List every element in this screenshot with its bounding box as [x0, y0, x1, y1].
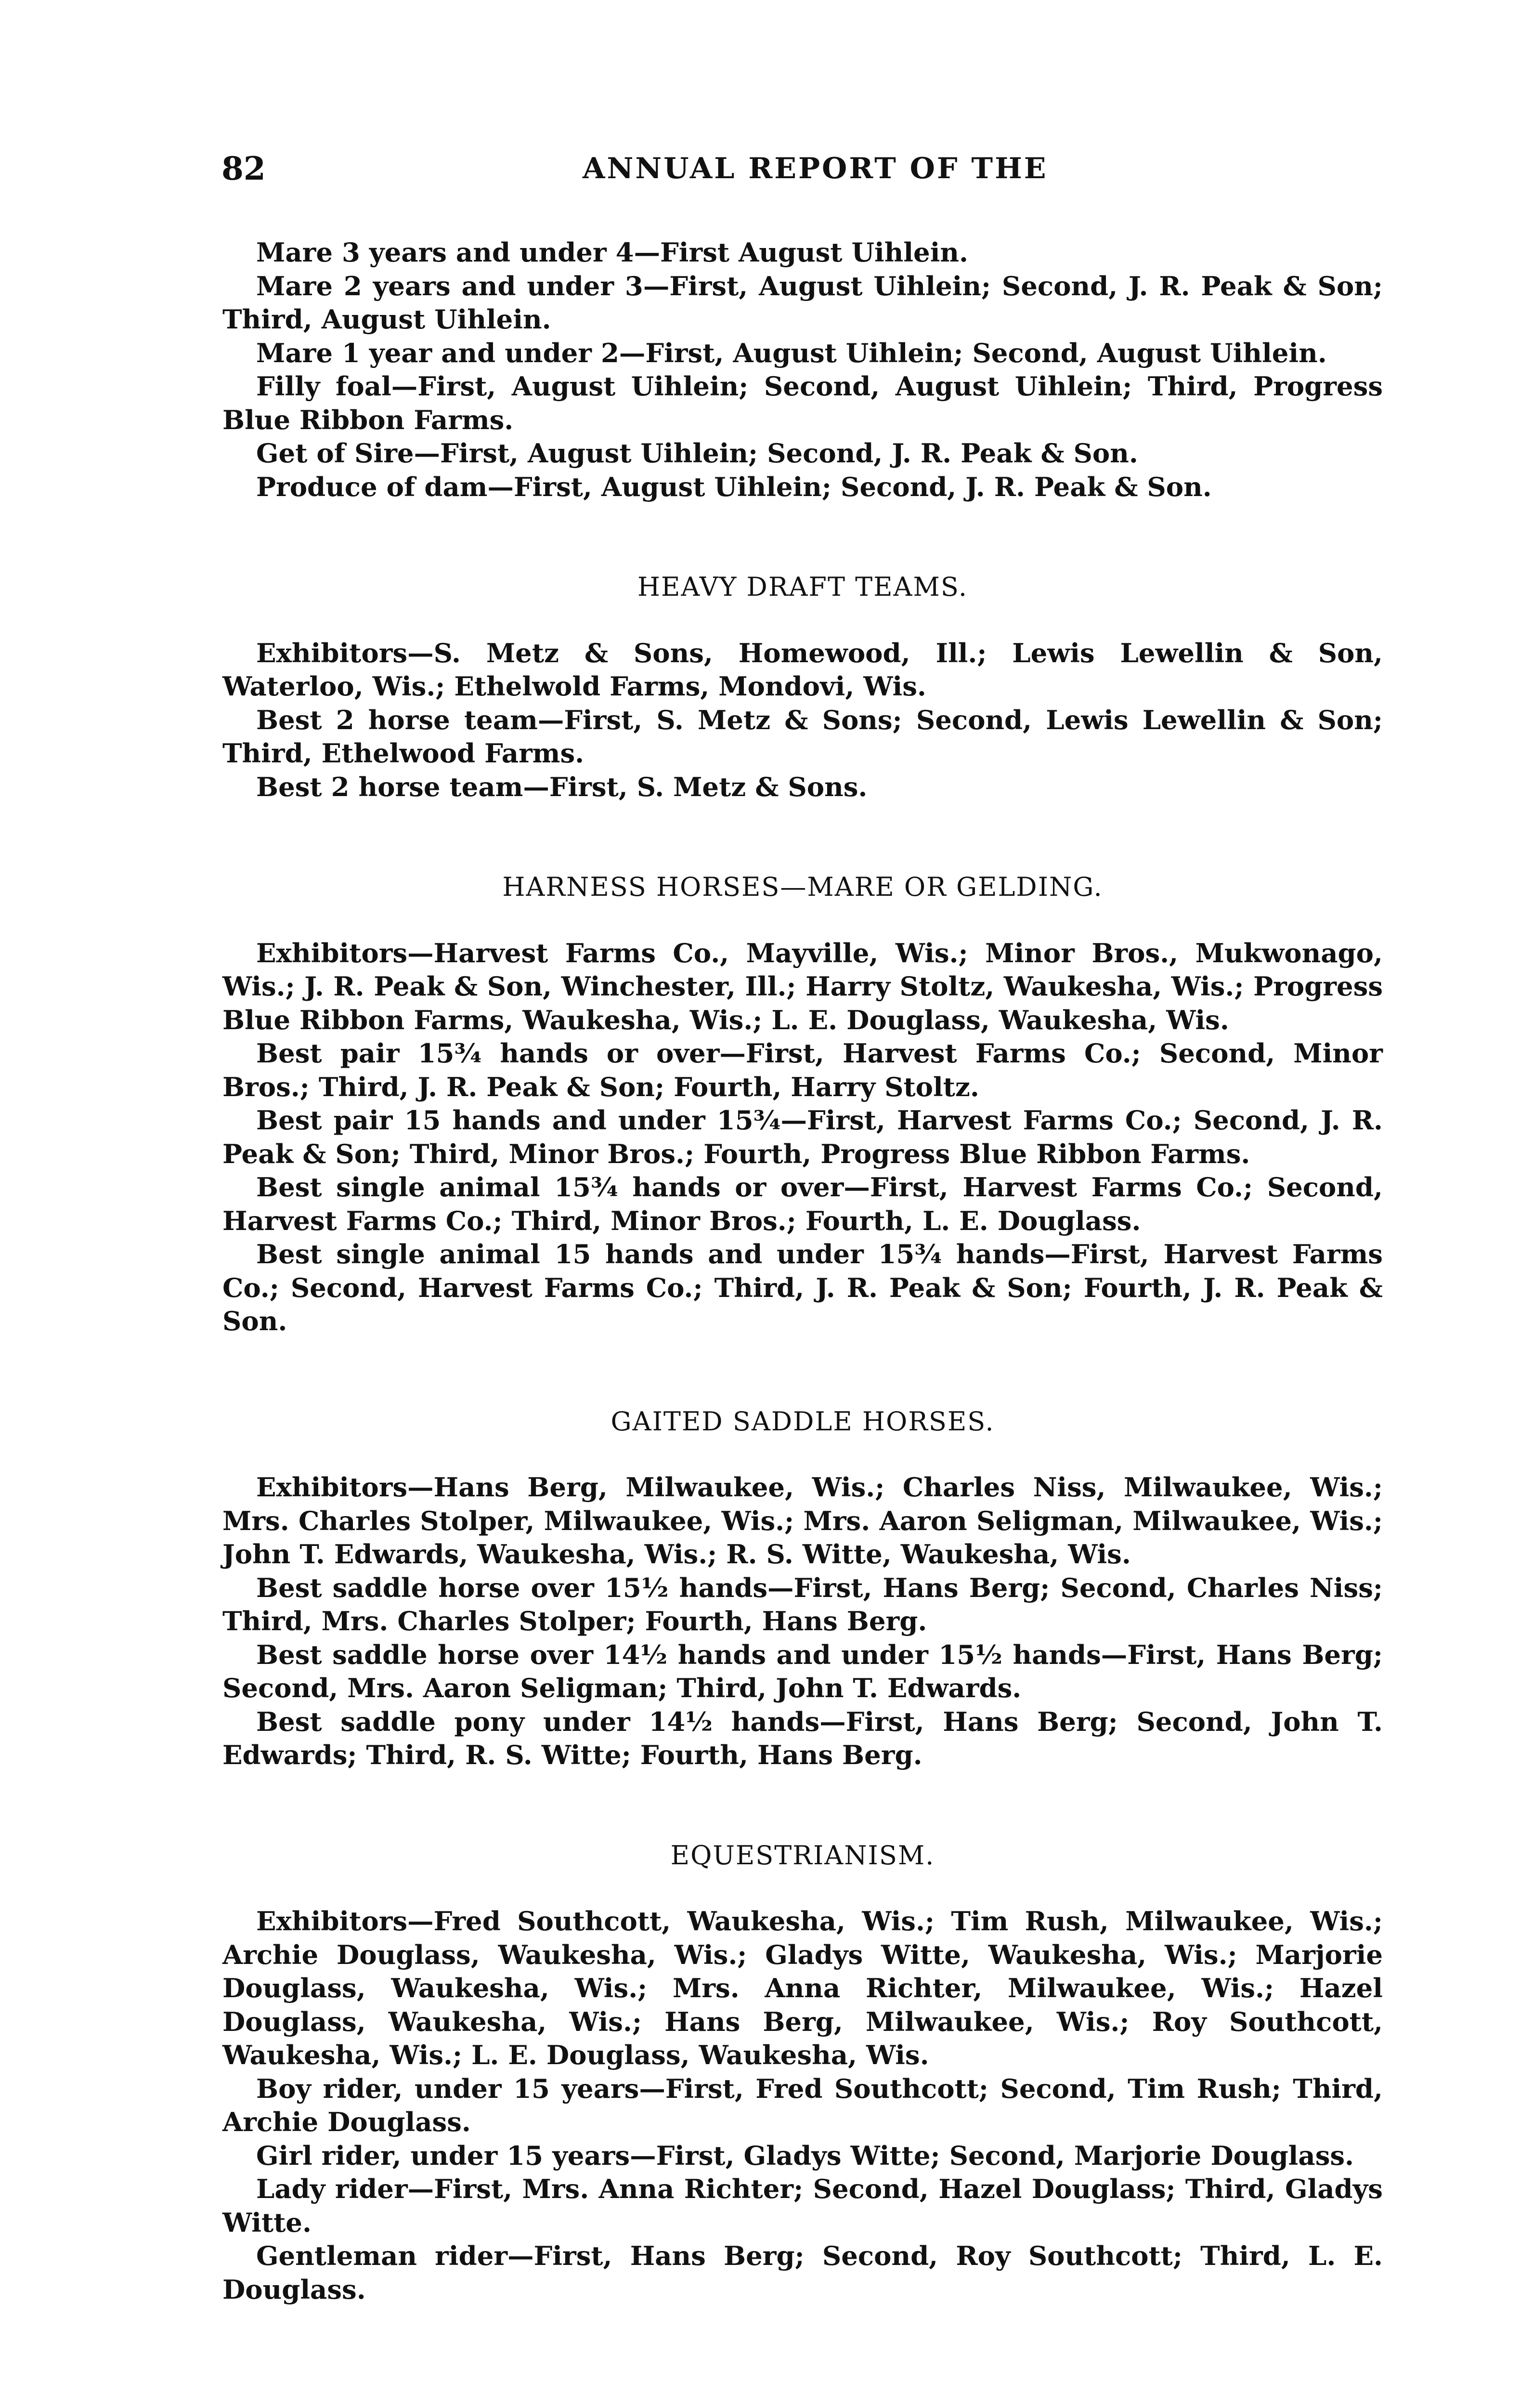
paragraph: Best single animal 15 hands and under 15¾ hands—First, Harvest Farms Co.; Second, Harvest Farms Co.; Third, J. R. Peak & Son; Fourth, J. R. Peak & Son. [222, 1239, 1383, 1336]
page-number: 82 [221, 150, 266, 187]
paragraph: Best pair 15¾ hands or over—First, Harvest Farms Co.; Second, Minor Bros.; Third, J. R. Peak & Son; Fourth, Harry Stoltz. [222, 1038, 1383, 1102]
paragraph: Girl rider, under 15 years—First, Gladys Witte; Second, Marjorie Douglass. [256, 2140, 1354, 2171]
paragraph: Best pair 15 hands and under 15¾—First, Harvest Farms Co.; Second, J. R. Peak & Son; Third, Minor Bros.; Fourth, Progress Blue Ribbon Farms. [222, 1105, 1383, 1169]
running-head: ANNUAL REPORT OF THE [583, 152, 1048, 185]
paragraph: Filly foal—First, August Uihlein; Second, August Uihlein; Third, Progress Blue Ribbon Farms. [222, 371, 1383, 435]
paragraph: Exhibitors—Hans Berg, Milwaukee, Wis.; Charles Niss, Milwaukee, Wis.; Mrs. Charles Stolper, Milwaukee, Wis.; Mrs. Aaron Seligman, Milwaukee, Wis.; John T. Edwards, Waukesha, Wis.; R. S. Witte, Waukesha, Wis. [222, 1472, 1383, 1570]
paragraph: Best 2 horse team—First, S. Metz & Sons. [256, 771, 868, 802]
paragraph: Get of Sire—First, August Uihlein; Second, J. R. Peak & Son. [256, 438, 1138, 469]
section-title-heavy-draft-teams: HEAVY DRAFT TEAMS. [637, 572, 968, 602]
paragraph: Lady rider—First, Mrs. Anna Richter; Second, Hazel Douglass; Third, Gladys Witte. [222, 2173, 1383, 2238]
paragraph: Mare 3 years and under 4—First August Uihlein. [256, 237, 969, 268]
paragraph: Boy rider, under 15 years—First, Fred Southcott; Second, Tim Rush; Third, Archie Douglass. [222, 2073, 1383, 2137]
paragraph: Exhibitors—S. Metz & Sons, Homewood, Ill.; Lewis Lewellin & Son, Waterloo, Wis.; Ethelwold Farms, Mondovi, Wis. [222, 637, 1383, 702]
paragraph: Exhibitors—Fred Southcott, Waukesha, Wis.; Tim Rush, Milwaukee, Wis.; Archie Douglass, Waukesha, Wis.; Gladys Witte, Waukesha, Wis.; Marjorie Douglass, Waukesha, Wis.; Mrs. Anna Richter, Milwaukee, Wis.; Hazel Douglass, Waukesha, Wis.; Hans Berg, Milwaukee, Wis.; Roy Southcott, Waukesha, Wis.; L. E. Douglass, Waukesha, Wis. [222, 1906, 1383, 2070]
paragraph: Gentleman rider—First, Hans Berg; Second, Roy Southcott; Third, L. E. Douglass. [222, 2240, 1383, 2305]
paragraph: Best saddle horse over 15½ hands—First, Hans Berg; Second, Charles Niss; Third, Mrs. Charles Stolper; Fourth, Hans Berg. [222, 1572, 1383, 1636]
paragraph: Best saddle pony under 14½ hands—First, Hans Berg; Second, John T. Edwards; Third, R. S. Witte; Fourth, Hans Berg. [222, 1706, 1383, 1770]
section-title-gaited-saddle-horses: GAITED SADDLE HORSES. [611, 1406, 995, 1437]
page-body [222, 236, 1383, 2306]
section-title-harness-horses: HARNESS HORSES—MARE OR GELDING. [502, 872, 1103, 902]
page-header [221, 144, 1387, 193]
paragraph: Mare 1 year and under 2—First, August Uihlein; Second, August Uihlein. [256, 337, 1327, 368]
paragraph: Exhibitors—Harvest Farms Co., Mayville, Wis.; Minor Bros., Mukwonago, Wis.; J. R. Peak & Son, Winchester, Ill.; Harry Stoltz, Waukesha, Wis.; Progress Blue Ribbon Farms, Waukesha, Wis.; L. E. Douglass, Waukesha, Wis. [222, 937, 1383, 1035]
paragraph: Best single animal 15¾ hands or over—First, Harvest Farms Co.; Second, Harvest Farms Co.; Third, Minor Bros.; Fourth, L. E. Douglass. [222, 1172, 1383, 1236]
paragraph: Produce of dam—First, August Uihlein; Second, J. R. Peak & Son. [256, 471, 1212, 502]
paragraph: Best 2 horse team—First, S. Metz & Sons; Second, Lewis Lewellin & Son; Third, Ethelwood Farms. [222, 704, 1383, 769]
paragraph: Best saddle horse over 14½ hands and under 15½ hands—First, Hans Berg; Second, Mrs. Aaron Seligman; Third, John T. Edwards. [222, 1639, 1383, 1703]
section-title-equestrianism: EQUESTRIANISM. [670, 1840, 935, 1871]
paragraph: Mare 2 years and under 3—First, August Uihlein; Second, J. R. Peak & Son; Third, August Uihlein. [222, 270, 1383, 335]
